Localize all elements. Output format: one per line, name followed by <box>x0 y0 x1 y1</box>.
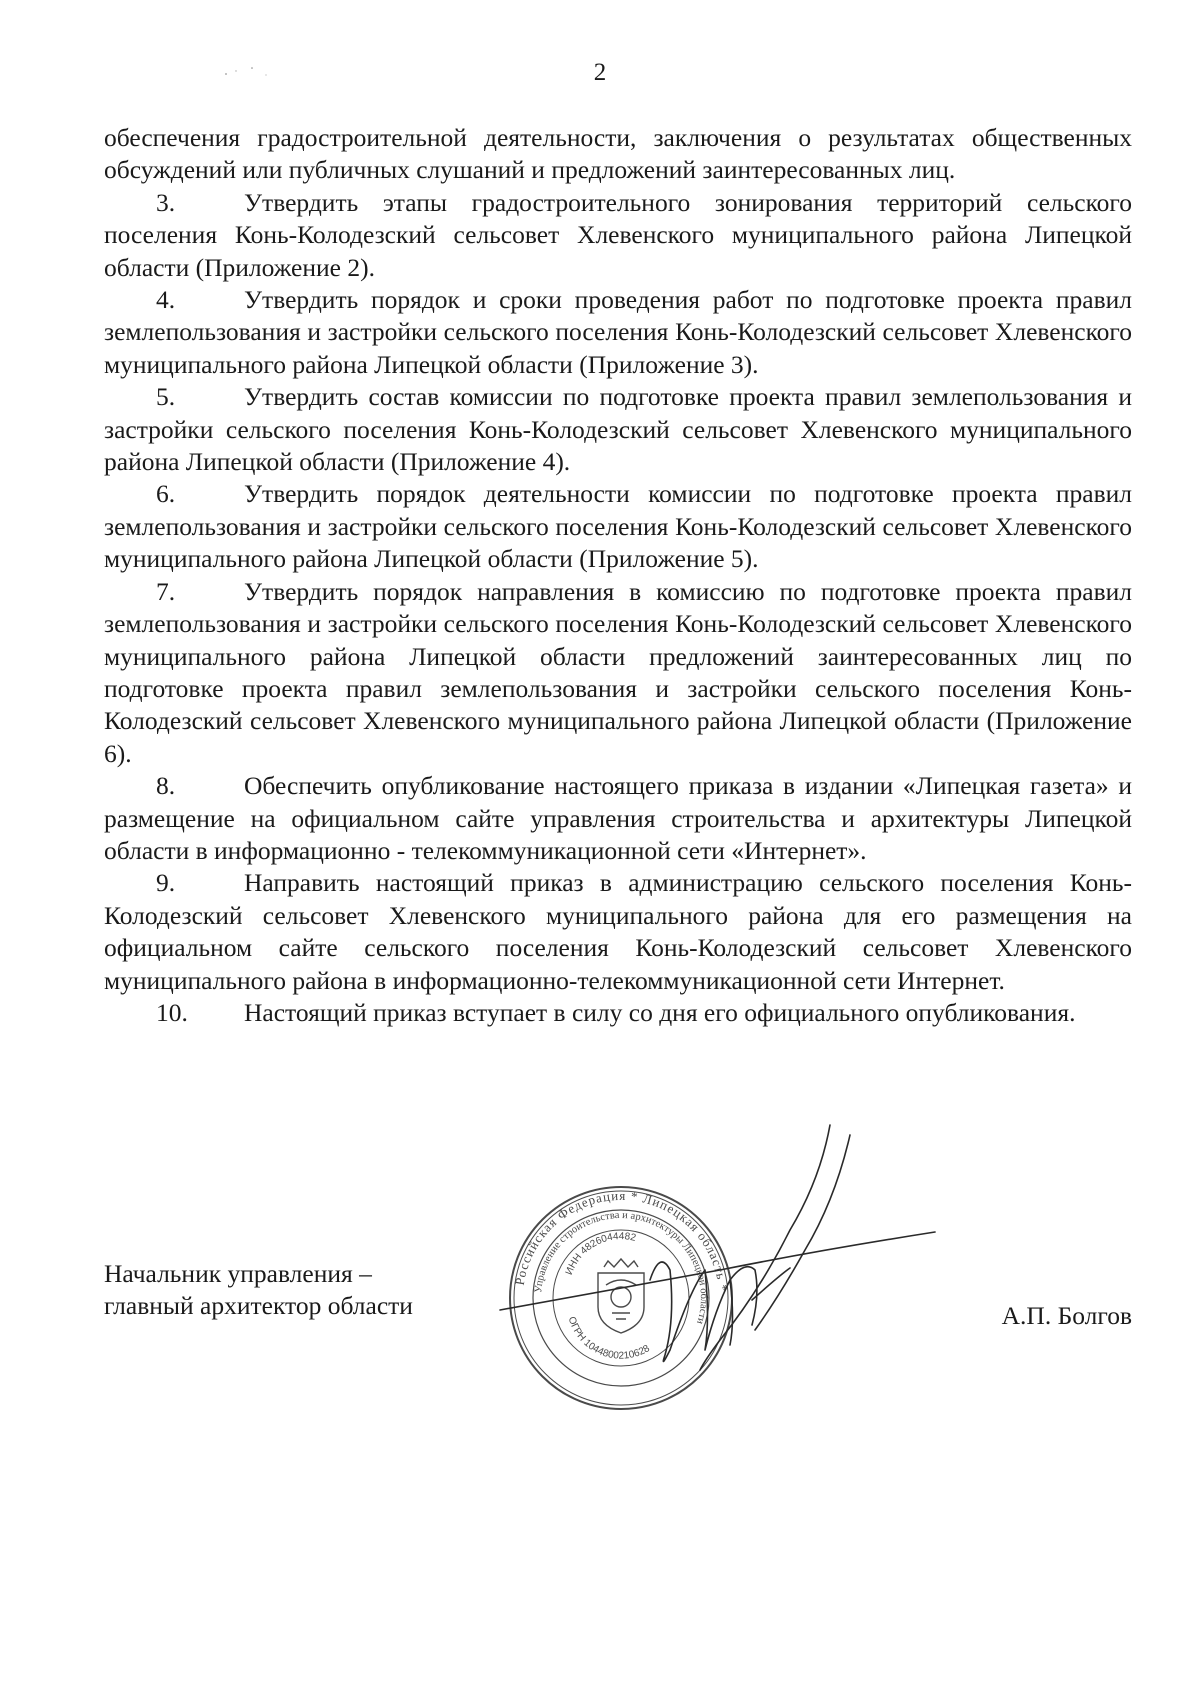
clause-8 <box>104 770 1132 867</box>
clause-text: Утвердить порядок направления в комиссию по подготовке проекта правил землепользования и застройки сельского поселения Конь-Колодезский сельсовет Хлевенского муниципального района Липецкой области предложений заинтересованных лиц по подготовке проекта правил землепользования и застройки сельского поселения Конь-Колодезский сельсовет Хлевенского муниципального района Липецкой области (Приложение 6). <box>104 576 1132 768</box>
clause-3 <box>104 187 1132 284</box>
clause-text: Направить настоящий приказ в администрацию сельского поселения Конь-Колодезский сельсовет Хлевенского муниципального района для его размещения на официальном сайте сельского поселения Конь-Колодезский сельсовет Хлевенского муниципального района в информационно-телекоммуникационной сети Интернет. <box>104 868 1132 995</box>
clause-number: 10. <box>156 997 188 1027</box>
clause-number: 4. <box>156 285 176 315</box>
intro-paragraph: обеспечения градостроительной деятельности, заключения о результатах общественных обсуждений или публичных слушаний и предложений заинтересованных лиц. <box>104 123 1132 185</box>
clause-text: Утвердить порядок деятельности комиссии по подготовке проекта правил землепользования и застройки сельского поселения Конь-Колодезский сельсовет Хлевенского муниципального района Липецкой области (Приложение 5). <box>104 479 1132 574</box>
seal-ogrn-text: ОГРН 1044800210628 <box>565 1315 652 1362</box>
handwritten-signature <box>490 1120 950 1380</box>
clause-number: 7. <box>156 576 176 606</box>
clause-number: 9. <box>156 868 176 898</box>
clause-text: Обеспечить опубликование настоящего приказа в издании «Липецкая газета» и размещение на официальном сайте управления строительства и архитектуры Липецкой области в информационно - телекоммуникационной сети «Интернет». <box>104 771 1132 865</box>
clause-9 <box>104 867 1132 997</box>
document-body <box>104 122 1132 1029</box>
seal-outer-text: Российская Федерация * Липецкая область * <box>511 1187 731 1293</box>
seal-middle-text: Управление строительства и архитектуры Липецкой области <box>533 1209 710 1326</box>
clause-text: Утвердить порядок и сроки проведения работ по подготовке проекта правил землепользования и застройки сельского поселения Конь-Колодезский сельсовет Хлевенского муниципального района Липецкой области (Приложение 3). <box>104 285 1132 379</box>
signatory-position <box>104 1258 413 1323</box>
clause-7 <box>104 576 1132 770</box>
page-number: 2 <box>593 59 607 86</box>
signatory-name: А.П. Болгов <box>1001 1301 1132 1330</box>
clause-6 <box>104 478 1132 575</box>
clause-text: Утвердить этапы градостроительного зонирования территорий сельского поселения Конь-Колодезский сельсовет Хлевенского муниципального района Липецкой области (Приложение 2). <box>104 187 1132 282</box>
clause-10 <box>104 997 1132 1029</box>
position-line-2: главный архитектор области <box>104 1291 413 1321</box>
clause-number: 6. <box>156 479 176 509</box>
clause-number: 3. <box>156 187 176 217</box>
position-line-1: Начальник управления – <box>104 1259 372 1288</box>
clause-4 <box>104 284 1132 381</box>
clause-number: 8. <box>156 771 176 801</box>
clause-text: Утвердить состав комиссии по подготовке проекта правил землепользования и застройки сельского поселения Конь-Колодезский сельсовет Хлевенского муниципального района Липецкой области (Приложение 4). <box>104 382 1132 477</box>
seal-inn-text: ИНН 4826044482 <box>563 1231 637 1277</box>
clause-number: 5. <box>156 382 176 412</box>
clause-text: Настоящий приказ вступает в силу со дня его официального опубликования. <box>244 997 1076 1027</box>
clause-5 <box>104 381 1132 478</box>
